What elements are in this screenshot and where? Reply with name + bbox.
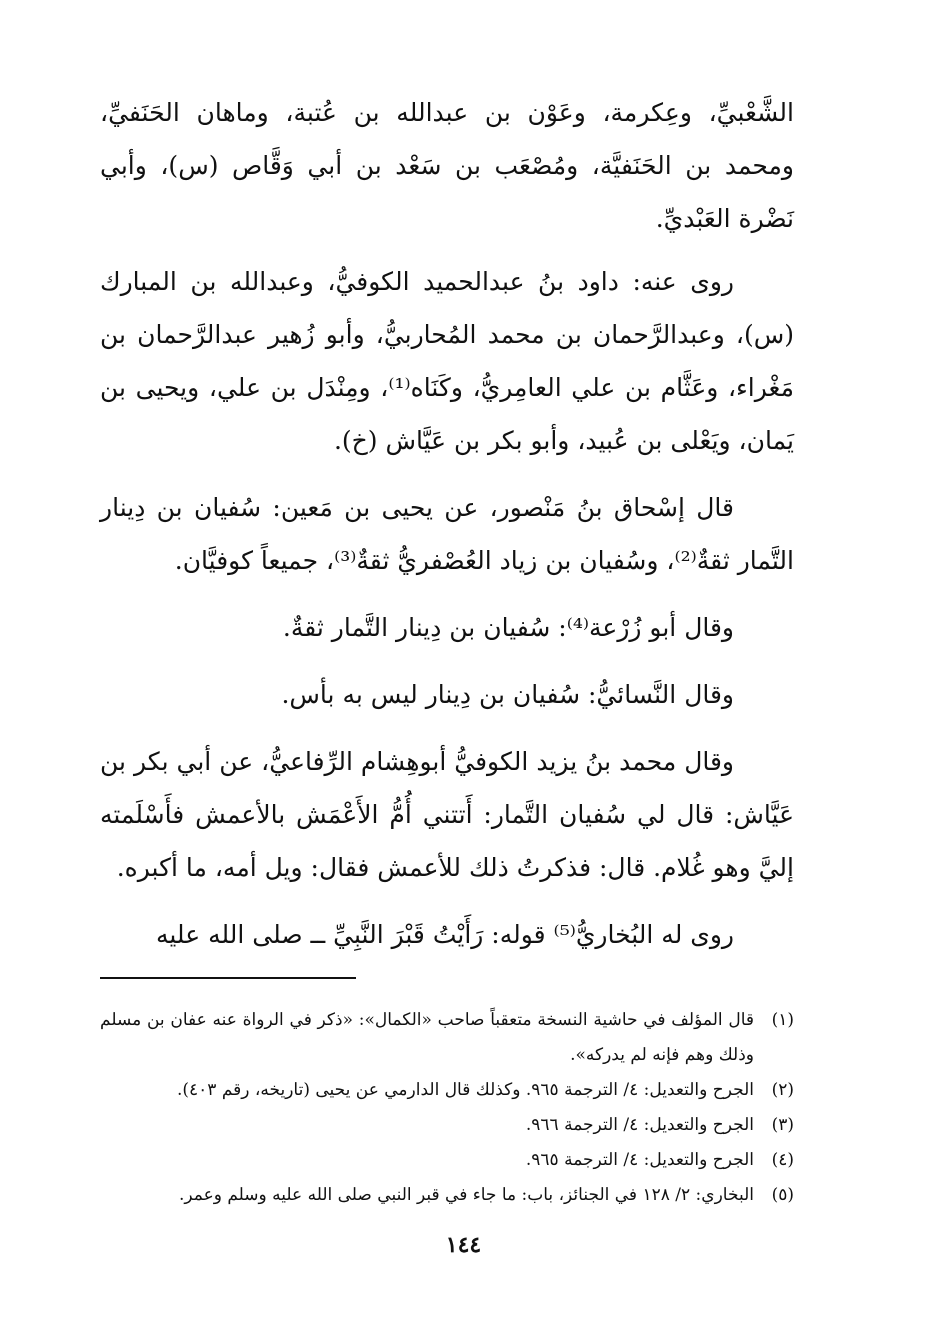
footnote-4 <box>100 1143 794 1178</box>
footnote-divider <box>100 977 356 979</box>
footnote-text: البخاري: ٢/ ١٢٨ في الجنائز، باب: ما جاء في قبر النبي صلى الله عليه وسلم وعمر. <box>179 1185 754 1205</box>
footnotes <box>100 1003 794 1213</box>
book-page <box>100 86 794 1266</box>
paragraph-teachers-continued: الشَّعْبيِّ، وعِكرمة، وعَوْن بن عبدالله بن عُتبة، وماهان الحَنَفيِّ، ومحمد بن الحَنَفيَّة، ومُصْعَب بن سَعْد بن أبي وَقَّاص (س)، وأبي نَضْرة العَبْديِّ. <box>100 98 794 233</box>
paragraph-abu-zura: وقال أبو زُرْعة⁽⁴⁾: سُفيان بن دِينار التَّمار ثقةٌ. <box>282 613 734 642</box>
paragraph-ibn-maeen: قال إسْحاق بنُ مَنْصور، عن يحيى بن مَعين: سُفيان بن دِينار التَّمار ثقةٌ⁽²⁾، وسُفيان بن زياد العُصْفريُّ ثقةٌ⁽³⁾، جميعاً كوفيَّان. <box>100 493 794 575</box>
footnote-number: (٢) <box>771 1080 794 1100</box>
footnote-text: الجرح والتعديل: ٤/ الترجمة ٩٦٦. <box>525 1115 754 1135</box>
paragraph-students: روى عنه: داود بنُ عبدالحميد الكوفيُّ، وعبدالله بن المبارك (س)، وعبدالرَّحمان بن محمد المُحاربيُّ، وأبو زُهير عبدالرَّحمان بن مَغْراء، وعَثَّام بن علي العامِريُّ، وكَنَاه⁽¹⁾، ومِنْدَل بن علي، ويحيى بن يَمان، ويَعْلى بن عُبيد، وأبو بكر بن عَيَّاش (خ). <box>100 267 794 455</box>
footnote-number: (٤) <box>771 1150 794 1170</box>
footnote-2 <box>100 1073 794 1108</box>
footnote-number: (٣) <box>771 1115 794 1135</box>
page-number: ١٤٤ <box>445 1232 482 1258</box>
footnote-text: قال المؤلف في حاشية النسخة متعقباً صاحب «الكمال»: «ذكر في الرواة عنه عفان بن مسلم وذلك وهم فإنه لم يدركه». <box>100 1010 754 1065</box>
footnote-5 <box>100 1178 794 1213</box>
main-text <box>100 86 794 961</box>
paragraph-bukhari: روى له البُخاريُّ⁽⁵⁾ قوله: رَأَيْتُ قَبْرَ النَّبِيِّ ــ صلى الله عليه <box>155 920 734 949</box>
footnote-number: (٥) <box>771 1185 794 1205</box>
footnote-text: الجرح والتعديل: ٤/ الترجمة ٩٦٥. وكذلك قال الدارمي عن يحيى (تاريخه، رقم ٤٠٣). <box>176 1080 754 1100</box>
footnote-3 <box>100 1108 794 1143</box>
footnote-number: (١) <box>771 1010 794 1030</box>
footnote-text: الجرح والتعديل: ٤/ الترجمة ٩٦٥. <box>525 1150 754 1170</box>
paragraph-rifai: وقال محمد بنُ يزيد الكوفيُّ أبوهِشام الرِّفاعيُّ، عن أبي بكر بن عَيَّاش: قال لي سُفيان التَّمار: أَتتني أُمُّ الأَعْمَش بالأعمش فأَسْلَمته إليَّ وهو غُلام. قال: فذكرتُ ذلك للأعمش فقال: ويل أمه، ما أكبره. <box>100 747 794 882</box>
footnote-1 <box>100 1003 794 1073</box>
paragraph-nasai: وقال النَّسائيُّ: سُفيان بن دِينار ليس به بأس. <box>281 680 734 709</box>
